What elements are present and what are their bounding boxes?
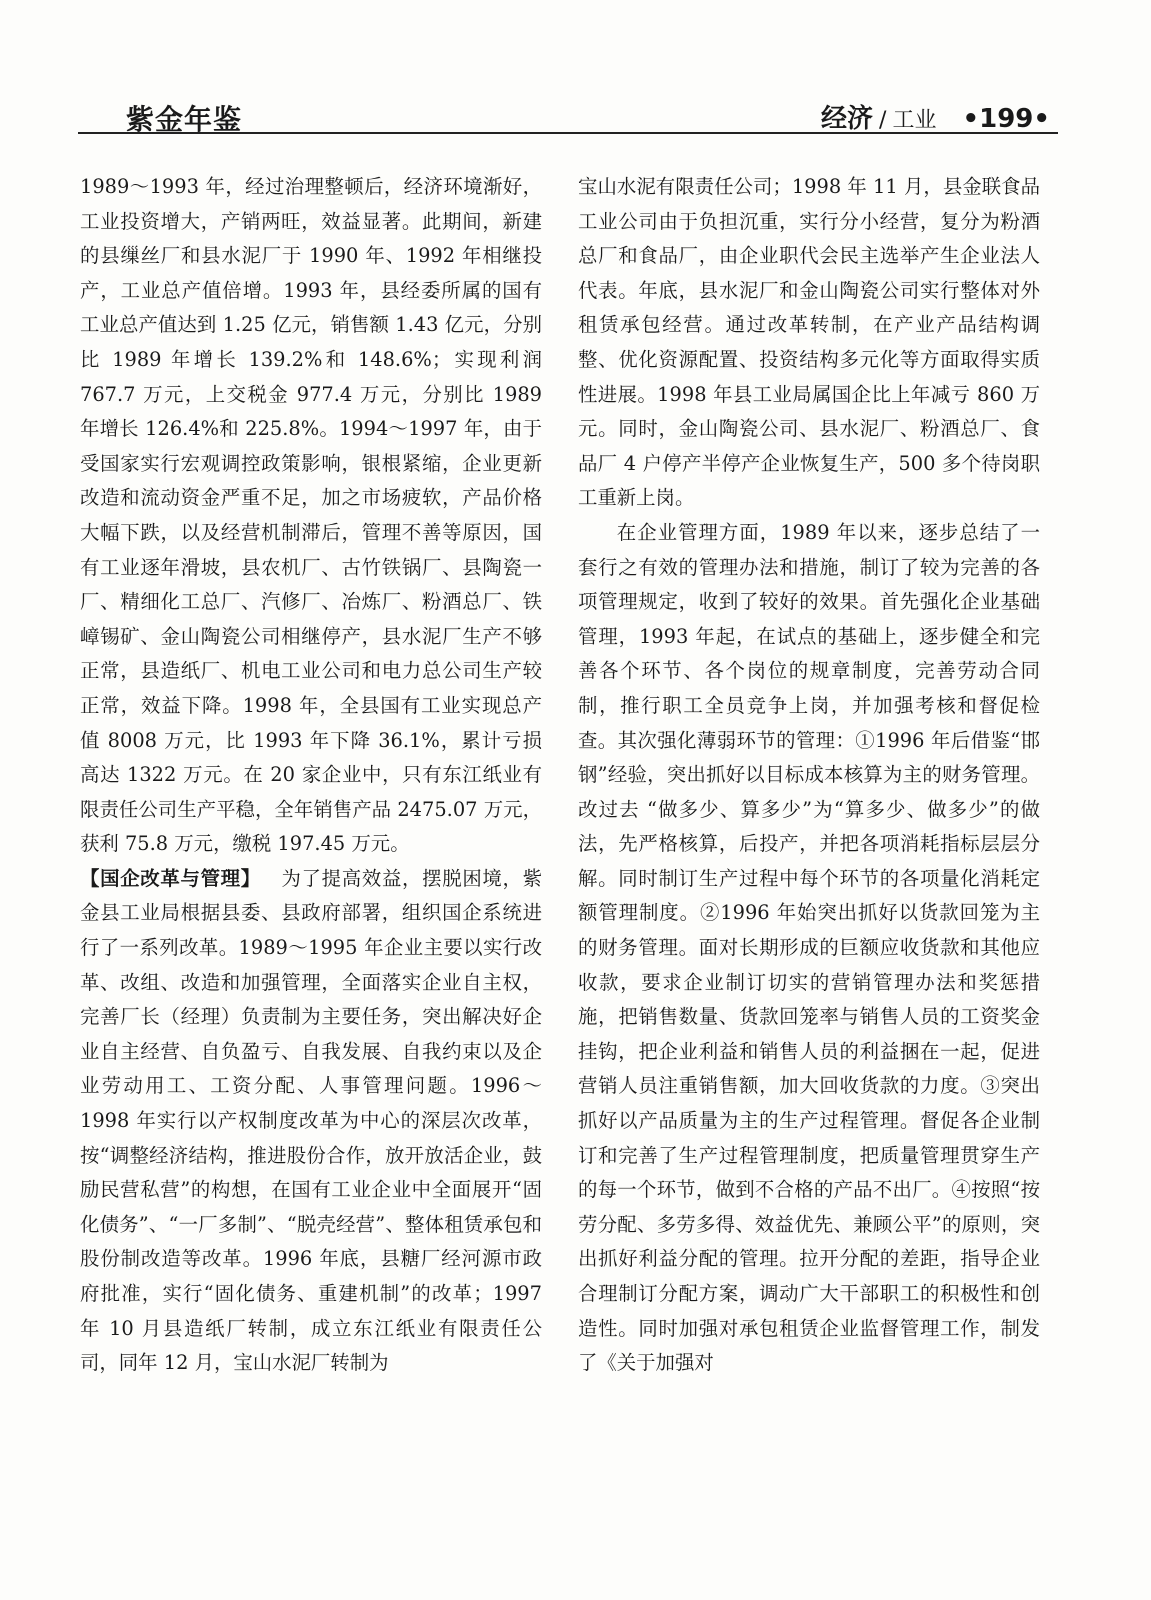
book-title: 紫金年鉴 [126, 103, 243, 136]
section-heading: 【国企改革与管理】 [80, 866, 261, 890]
left-paragraph-1: 1989～1993 年，经过治理整顿后，经济环境渐好，工业投资增大，产销两旺，效益显著。此期间，新建的县缫丝厂和县水泥厂于 1990 年、1992 年相继投产，工业总产值倍增。1993 年，县经委所属的国有工业总产值达到 1.25 亿元，销售额 1.43 亿元，分别比 1989 年增长 139.2%和 148.6%；实现利润 767.7 万元，上交税金 977.4 万元，分别比 1989 年增长 126.4%和 225.8%。1994～1997 年，由于受国家实行宏观调控政策影响，银根紧缩，企业更新改造和流动资金严重不足，加之市场疲软，产品价格大幅下跌，以及经营机制滞后，管理不善等原因，国有工业逐年滑坡，县农机厂、古竹铁锅厂、县陶瓷一厂、精细化工总厂、汽修厂、冶炼厂、粉酒总厂、铁嶂锡矿、金山陶瓷公司相继停产，县水泥厂生产不够正常，县造纸厂、机电工业公司和电力总公司生产较正常，效益下降。1998 年，全县国有工业实现总产值 8008 万元，比 1993 年下降 36.1%，累计亏损高达 1322 万元。在 20 家企业中，只有东江纸业有限责任公司生产平稳，全年销售产品 2475.07 万元，获利 75.8 万元，缴税 197.45 万元。 [80, 175, 542, 856]
left-paragraph-2 [80, 862, 542, 1381]
header-rule [78, 132, 1058, 134]
running-section [821, 98, 1050, 135]
section-name: 经济 [821, 104, 874, 134]
right-paragraph-2: 在企业管理方面，1989 年以来，逐步总结了一套行之有效的管理办法和措施，制订了较为完善的各项管理规定，收到了较好的效果。首先强化企业基础管理，1993 年起，在试点的基础上，逐步健全和完善各个环节、各个岗位的规章制度，完善劳动合同制，推行职工全员竞争上岗，并加强考核和督促检查。其次强化薄弱环节的管理：①1996 年后借鉴“邯钢”经验，突出抓好以目标成本核算为主的财务管理。改过去 “做多少、算多少”为“算多少、做多少”的做法，先严格核算，后投产，并把各项消耗指标层层分解。同时制订生产过程中每个环节的各项量化消耗定额管理制度。②1996 年始突出抓好以货款回笼为主的财务管理。面对长期形成的巨额应收货款和其他应收款，要求企业制订切实的营销管理办法和奖惩措施，把销售数量、货款回笼率与销售人员的工资奖金挂钩，把企业利益和销售人员的利益捆在一起，促进营销人员注重销售额，加大回收货款的力度。③突出抓好以产品质量为主的生产过程管理。督促各企业制订和完善了生产过程管理制度，把质量管理贯穿生产的每一个环节，做到不合格的产品不出厂。④按照“按劳分配、多劳多得、效益优先、兼顾公平”的原则，突出抓好利益分配的管理。拉开分配的差距，指导企业合理制订分配方案，调动广大干部职工的积极性和创造性。同时加强对承包租赁企业监督管理工作，制发了《关于加强对 [578, 520, 1040, 1375]
right-paragraph-1: 宝山水泥有限责任公司；1998 年 11 月，县金联食品工业公司由于负担沉重，实行分小经营，复分为粉酒总厂和食品厂，由企业职代会民主选举产生企业法人代表。年底，县水泥厂和金山陶瓷公司实行整体对外租赁承包经营。通过改革转制，在产业产品结构调整、优化资源配置、投资结构多元化等方面取得实质性进展。1998 年县工业局属国企比上年减亏 860 万元。同时，金山陶瓷公司、县水泥厂、粉酒总厂、食品厂 4 户停产半停产企业恢复生产，500 多个待岗职工重新上岗。 [578, 175, 1040, 510]
section-body: 为了提高效益，摆脱困境，紫金县工业局根据县委、县政府部署，组织国企系统进行了一系列改革。1989～1995 年企业主要以实行改革、改组、改造和加强管理，全面落实企业自主权，完善厂长（经理）负责制为主要任务，突出解决好企业自主经营、自负盈亏、自我发展、自我约束以及企业劳动用工、工资分配、人事管理问题。1996～1998 年实行以产权制度改革为中心的深层次改革，按“调整经济结构，推进股份合作，放开放活企业，鼓励民营私营”的构想，在国有工业企业中全面展开“固化债务”、“一厂多制”、“脱壳经营”、整体租赁承包和股份制改造等改革。1996 年底，县糖厂经河源市政府批准，实行“固化债务、重建机制”的改革；1997 年 10 月县造纸厂转制，成立东江纸业有限责任公司，同年 12 月，宝山水泥厂转制为 [80, 866, 542, 1375]
page-number: •199• [962, 104, 1050, 134]
right-column [578, 170, 1040, 1381]
section-separator: / [879, 108, 887, 133]
page-header [78, 92, 1058, 134]
subsection-name: 工业 [892, 108, 937, 133]
left-column [80, 170, 542, 1381]
